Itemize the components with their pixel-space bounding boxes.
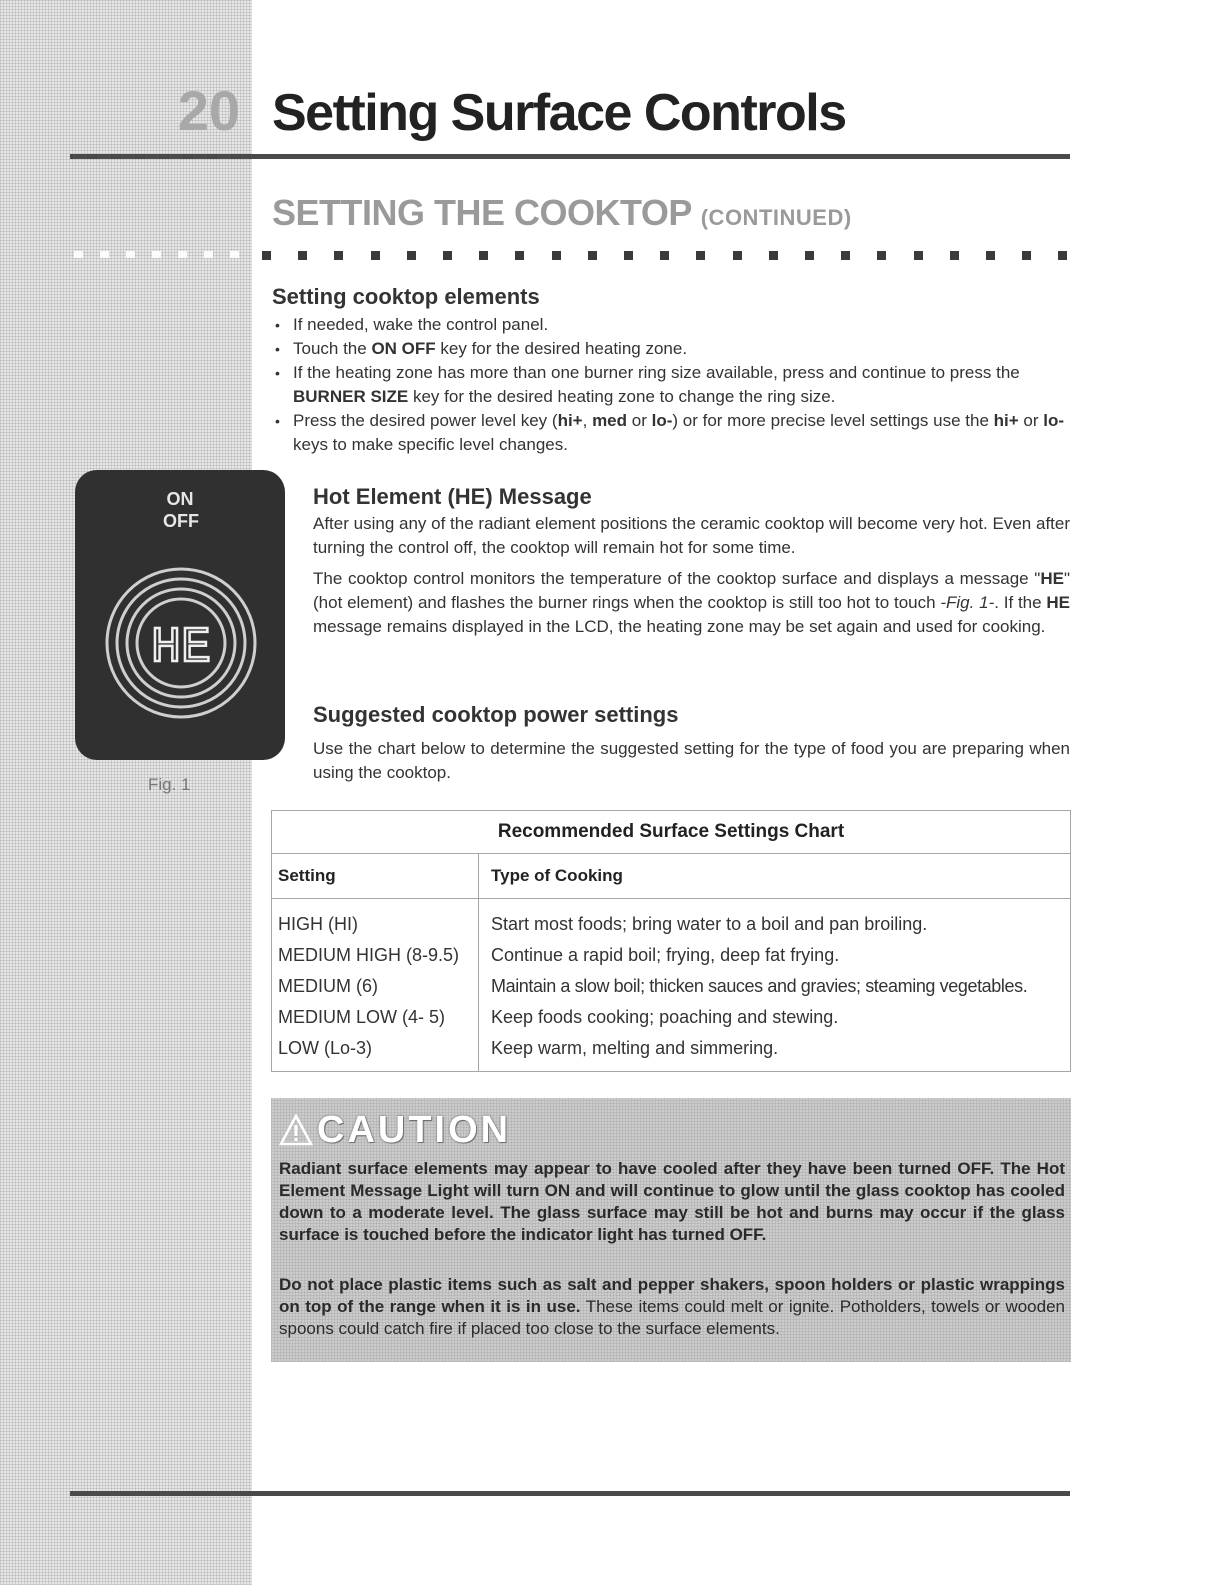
figure-caption: Fig. 1 [148,775,191,794]
caution-para-1: Radiant surface elements may appear to have cooled after they have been turned OFF. The Hot Element Message Light will turn ON and will continue to glow until the glass cooktop has cooled down to a moderate level. The glass surface may still be hot and burns may occur if the glass surface is touched before the indicator light has turned OFF. [279,1159,1065,1244]
divider-dot [696,251,705,260]
caution-box [271,1098,1071,1362]
list-item: • If needed, wake the control panel. [272,313,1072,337]
column-header-setting: Setting [278,866,336,885]
table-title: Recommended Surface Settings Chart [497,821,845,842]
section-title [272,190,852,241]
divider-dot [298,251,307,260]
type-cell: Start most foods; bring water to a boil and pan broiling. [491,914,928,934]
divider-dot [660,251,669,260]
divider-dot [914,251,923,260]
he-display-figure [75,470,285,760]
caution-para-2: Do not place plastic items such as salt and pepper shakers, spoon holders or plastic wrappings on top of the range when it is in use. These items could melt or ignite. Potholders, towels or wooden spoons could catch fire if placed too close to the surface elements. [279,1275,1066,1338]
type-cell: Keep warm, melting and simmering. [491,1038,779,1058]
sidebar-dot-divider [74,250,246,260]
table-body [272,911,1070,1066]
setting-cell: MEDIUM HIGH (8-9.5) [278,945,460,965]
column-header-type: Type of Cooking [491,866,623,885]
list-item: • Touch the ON OFF key for the desired heating zone. [272,337,1072,361]
power-settings-heading: Suggested cooktop power settings [313,702,679,727]
on-label: ON [166,489,194,509]
hot-element-heading: Hot Element (HE) Message [313,484,592,509]
divider-dot [841,251,850,260]
burner-rings-icon [103,565,259,721]
page-title: Setting Surface Controls [272,84,846,142]
divider-dot [443,251,452,260]
page-sidebar [0,0,252,1585]
type-cell: Keep foods cooking; poaching and stewing. [491,1007,839,1027]
divider-dot [950,251,959,260]
table-row [272,942,1070,973]
setting-elements-heading: Setting cooktop elements [272,284,540,309]
divider-dot [515,251,524,260]
setting-cell: MEDIUM (6) [278,976,378,996]
divider-dot [230,251,239,258]
divider-dot [624,251,633,260]
divider-dot [407,251,416,260]
section-dot-divider [262,251,1072,260]
page-number: 20 [177,79,240,142]
list-item: • If the heating zone has more than one burner ring size available, press and continue to press the BURNER SIZE key for the desired heating zone to change the ring size. [272,361,1072,409]
divider-dot [262,251,271,260]
caution-header [279,1108,511,1152]
caution-label: CAUTION [317,1108,512,1151]
divider-dot [552,251,561,260]
table-row [272,973,1070,1004]
divider-dot [877,251,886,260]
table-header-row [272,853,1070,899]
divider-dot [479,251,488,260]
divider-dot [588,251,597,260]
type-cell: Continue a rapid boil; frying, deep fat frying. [491,945,840,965]
section-title-text: SETTING THE COOKTOP [272,192,692,233]
on-off-key [163,488,197,532]
table-row [272,911,1070,942]
divider-dot [1058,251,1067,260]
warning-triangle-icon [279,1114,313,1146]
divider-dot [152,251,161,258]
divider-dot [1022,251,1031,260]
table-row [272,1035,1070,1066]
divider-dot [769,251,778,260]
list-item: • Press the desired power level key (hi+, med or lo-) or for more precise level settings use the hi+ or lo- keys to make specific level changes. [272,409,1072,457]
hot-element-para-1: After using any of the radiant element positions the ceramic cooktop will become very hot. Even after turning the control off, the cooktop will remain hot for some time. [313,514,1070,557]
divider-dot [371,251,380,260]
setting-cell: HIGH (HI) [278,914,358,934]
table-row [272,1004,1070,1035]
header-rule [70,154,1070,159]
divider-dot [178,251,187,258]
power-settings-para: Use the chart below to determine the suggested setting for the type of food you are preparing when using the cooktop. [313,739,1070,782]
off-label: OFF [163,511,199,531]
divider-dot [986,251,995,260]
footer-rule [70,1491,1070,1496]
setting-cell: LOW (Lo-3) [278,1038,373,1058]
setting-elements-list [272,313,1072,457]
divider-dot [805,251,814,260]
divider-dot [334,251,343,260]
surface-settings-table [271,810,1071,1072]
divider-dot [74,251,83,258]
section-continued-label: (CONTINUED) [700,205,852,230]
divider-dot [204,251,213,258]
hot-element-para-2: The cooktop control monitors the temperature of the cooktop surface and displays a message "HE" (hot element) and flashes the burner rings when the cooktop is still too hot to touch -Fig. 1-. If the HE message remains displayed in the LCD, the heating zone may be set again and used for cooking. [313,569,1070,636]
divider-dot [733,251,742,260]
type-cell: Maintain a slow boil; thicken sauces and gravies; steaming vegetables. [491,976,1028,996]
divider-dot [126,251,135,258]
divider-dot [100,251,109,258]
he-display-text: HE [150,620,212,677]
setting-cell: MEDIUM LOW (4- 5) [278,1007,446,1027]
